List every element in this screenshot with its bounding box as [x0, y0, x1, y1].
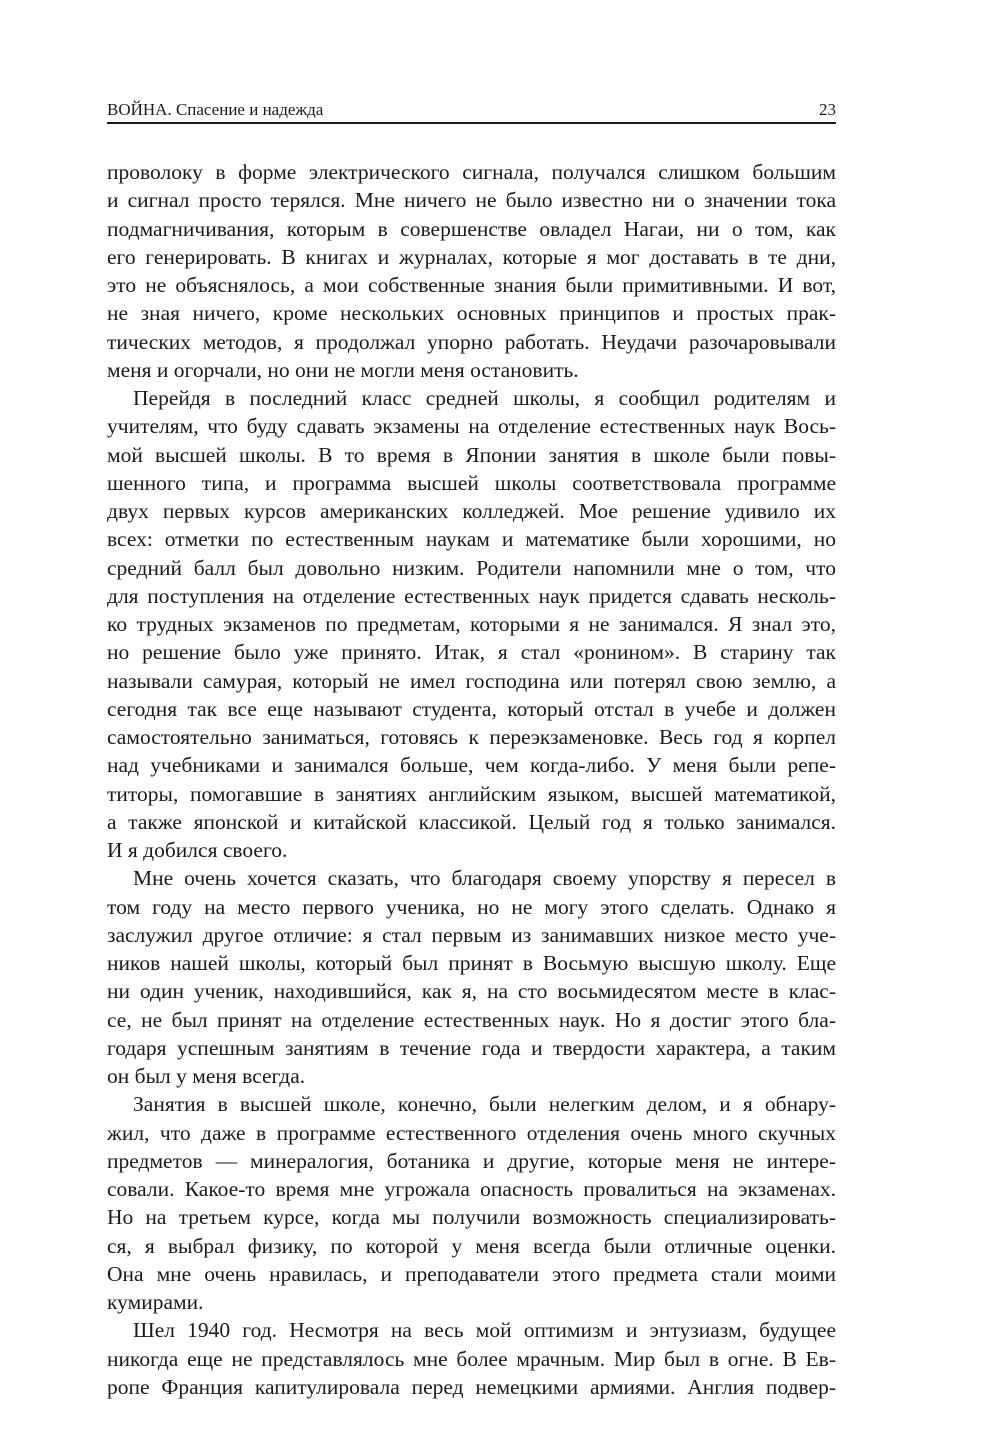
text-line: Шел 1940 год. Несмотря на весь мой оптимизм и энтузиазм, будущее: [133, 1318, 836, 1343]
text-line: проволоку в форме электрического сигнала, получался слишком большим: [107, 160, 836, 184]
text-line: совали. Какое-то время мне угрожала опасность провалиться на экзаменах.: [107, 1177, 836, 1201]
text-line: тических методов, я продолжал упорно работать. Неудачи разочаровывали: [107, 329, 836, 354]
text-line: над учебниками и занимался больше, чем когда-либо. У меня были репе-: [107, 753, 836, 778]
text-line: жил, что даже в программе естественного отделения очень много скучных: [107, 1120, 836, 1145]
text-line: том году на место первого ученика, но не могу этого сделать. Однако я: [107, 894, 836, 919]
page-body: [107, 158, 836, 1401]
text-line: ни один ученик, находившийся, как я, на сто восьмидесятом месте в клас-: [107, 979, 836, 1004]
paragraph: [107, 384, 836, 864]
text-line: Но на третьем курсе, когда мы получили возможность специализировать-: [107, 1205, 836, 1230]
text-line: кумирами.: [107, 1290, 204, 1314]
text-line: ко трудных экзаменов по предметам, которыми я не занимался. Я знал это,: [107, 612, 836, 636]
text-line: самостоятельно заниматься, готовясь к переэкзаменовке. Весь год я корпел: [107, 725, 836, 749]
text-line: не зная ничего, кроме нескольких основных принципов и простых прак-: [107, 301, 836, 326]
text-line: ропе Франция капитулировала перед немецкими армиями. Англия подвер-: [107, 1374, 836, 1399]
text-line: его генерировать. В книгах и журналах, которые я мог доставать в те дни,: [107, 244, 836, 269]
running-title: ВОЙНА. Спасение и надежда: [107, 100, 324, 119]
text-line: это не объяснялось, а мои собственные знания были примитивными. И вот,: [107, 273, 836, 297]
text-line: шенного типа, и программа высшей школы соответствовала программе: [107, 470, 836, 495]
text-line: Мне очень хочется сказать, что благодаря своему упорству я пересел в: [133, 866, 836, 891]
text-line: никогда еще не представлялось мне более мрачным. Мир был в огне. В Ев-: [107, 1346, 836, 1371]
paragraph: [107, 158, 836, 384]
text-line: ся, я выбрал физику, по которой у меня всегда были отличные оценки.: [107, 1233, 836, 1258]
text-line: и сигнал просто терялся. Мне ничего не было известно ни о значении тока: [107, 188, 836, 213]
text-line: двух первых курсов американских колледжей. Мое решение удивило их: [107, 499, 836, 523]
text-line: Она мне очень нравилась, и преподаватели этого предмета стали моими: [107, 1261, 836, 1286]
text-line: сегодня так все еще называют студента, который отстал в учебе и должен: [107, 696, 836, 721]
page-number: 23: [819, 100, 836, 119]
text-line: мой высшей школы. В то время в Японии занятия в школе были повы-: [107, 442, 836, 467]
text-line: ников нашей школы, который был принят в Восьмую высшую школу. Еще: [107, 951, 836, 975]
text-line: средний балл был довольно низким. Родители напомнили мне о том, что: [107, 555, 836, 580]
text-line: титоры, помогавшие в занятиях английским языком, высшей математикой,: [107, 781, 836, 806]
text-line: се, не был принят на отделение естественных наук. Но я достиг этого бла-: [107, 1007, 836, 1032]
text-line: он был у меня всегда.: [107, 1064, 306, 1088]
text-line: называли самурая, который не имел господина или потерял свою землю, а: [107, 668, 836, 693]
paragraph: [107, 1090, 836, 1316]
text-line: заслужил другое отличие: я стал первым из занимавших низкое место уче-: [107, 922, 836, 947]
text-line: Перейдя в последний класс средней школы, я сообщил родителям и: [133, 386, 836, 410]
text-line: для поступления на отделение естественных наук придется сдавать несколь-: [107, 583, 836, 608]
text-line: всех: отметки по естественным наукам и математике были хорошими, но: [107, 527, 836, 552]
text-line: учителям, что буду сдавать экзамены на отделение естественных наук Вось-: [107, 414, 836, 439]
text-line: И я добился своего.: [107, 838, 288, 862]
paragraph: [107, 1316, 836, 1401]
text-line: меня и огорчали, но они не могли меня остановить.: [107, 357, 579, 382]
text-line: а также японской и китайской классикой. Целый год я только занимался.: [107, 809, 836, 834]
text-line: предметов — минералогия, ботаника и другие, которые меня не интере-: [107, 1148, 836, 1173]
text-line: но решение было уже принято. Итак, я стал «ронином». В старину так: [107, 640, 836, 665]
paragraph: [107, 864, 836, 1090]
text-line: Занятия в высшей школе, конечно, были нелегким делом, и я обнару-: [133, 1092, 836, 1117]
text-line: годаря успешным занятиям в течение года и твердости характера, а таким: [107, 1035, 836, 1060]
running-header: [107, 100, 836, 124]
text-line: подмагничивания, которым в совершенстве овладел Нагаи, ни о том, как: [107, 216, 836, 241]
